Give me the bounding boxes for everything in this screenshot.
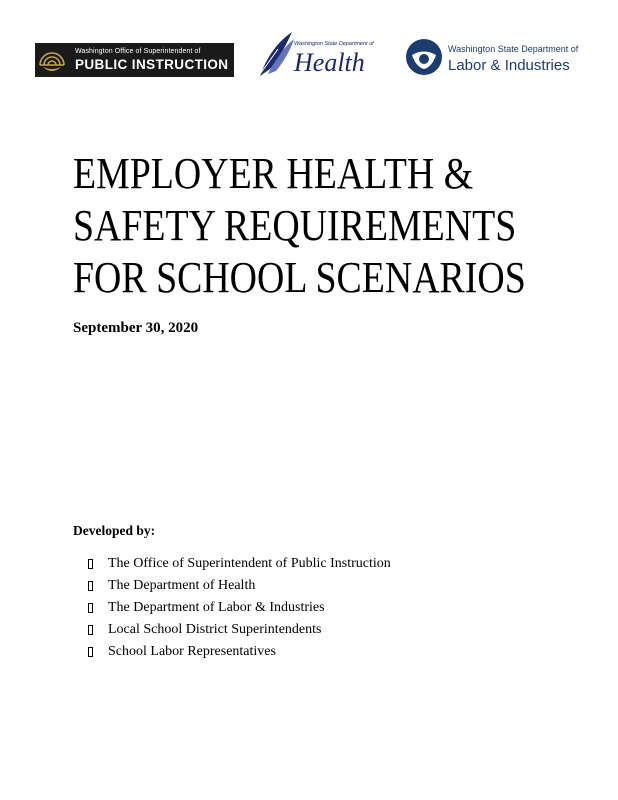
list-item-label: The Office of Superintendent of Public Instruction [108, 556, 391, 571]
doh-feather-icon [256, 29, 296, 79]
ospi-seal-icon [35, 43, 69, 77]
list-item [88, 553, 391, 575]
bullet-icon [88, 625, 93, 635]
document-date: September 30, 2020 [73, 320, 199, 336]
list-item [88, 619, 391, 641]
bullet-icon [88, 603, 93, 613]
list-item-label: The Department of Health [108, 578, 256, 593]
ospi-logo-subtitle: Washington Office of Superintendent of [75, 48, 201, 56]
developed-by-list [88, 553, 391, 663]
list-item [88, 575, 391, 597]
list-item [88, 597, 391, 619]
lni-logo [405, 38, 585, 78]
ospi-logo-title: PUBLIC INSTRUCTION [75, 57, 229, 73]
ospi-logo [35, 43, 234, 77]
bullet-icon [88, 581, 93, 591]
doh-logo-subtitle: Washington State Department of [294, 41, 374, 47]
doh-logo-title: Health [294, 48, 365, 77]
title-line: FOR SCHOOL SCENARIOS [73, 253, 526, 302]
list-item-label: The Department of Labor & Industries [108, 600, 325, 615]
list-item [88, 641, 391, 663]
lni-logo-subtitle: Washington State Department of [448, 44, 579, 54]
document-title [73, 148, 529, 304]
bullet-icon [88, 647, 93, 657]
lni-circle-icon [405, 38, 443, 76]
title-line: SAFETY REQUIREMENTS [73, 201, 517, 250]
bullet-icon [88, 559, 93, 569]
title-line: EMPLOYER HEALTH & [73, 149, 474, 198]
list-item-label: Local School District Superintendents [108, 622, 322, 637]
list-item-label: School Labor Representatives [108, 644, 276, 659]
lni-logo-title: Labor & Industries [448, 57, 570, 74]
doh-logo [256, 29, 374, 79]
developed-by-heading: Developed by: [73, 523, 156, 538]
